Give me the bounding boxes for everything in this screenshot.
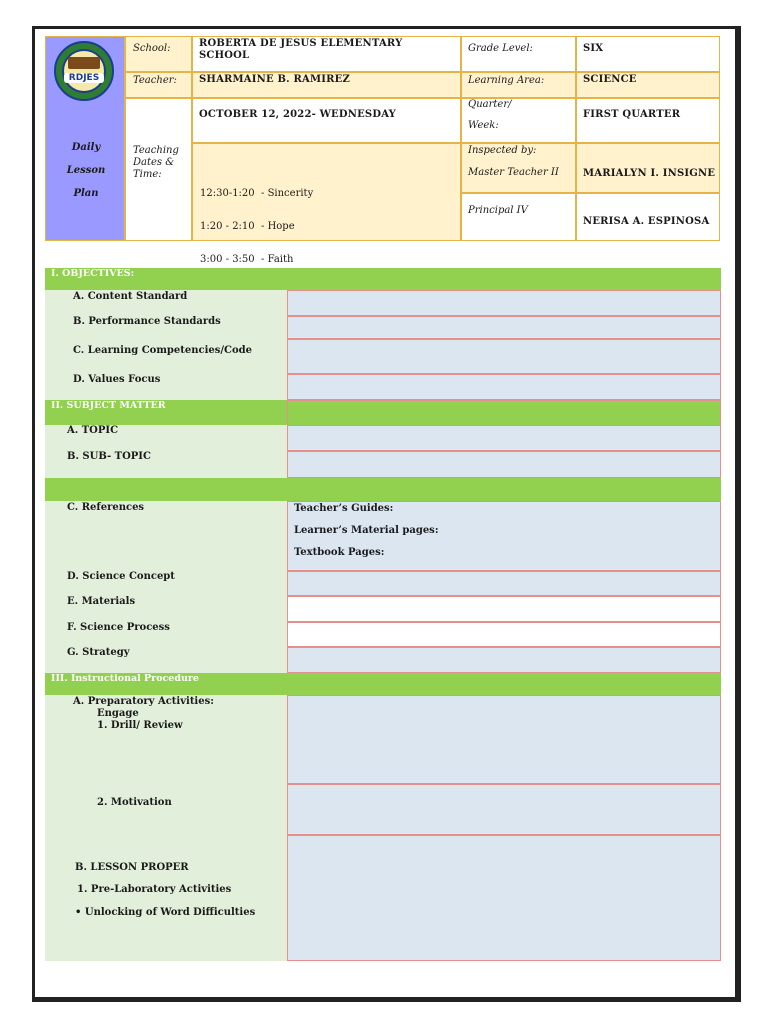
side-title-line: Lesson <box>66 165 106 176</box>
subject-matter-spacer-bar <box>45 478 721 501</box>
master-label: Master Teacher II <box>468 167 559 178</box>
area-value: SCIENCE <box>583 74 637 85</box>
content-standard-label: A. Content Standard <box>73 291 188 302</box>
teacher-value-cell <box>192 72 461 98</box>
school-value: ROBERTA DE JESUS ELEMENTARY SCHOOL <box>199 38 403 61</box>
references-field[interactable] <box>287 501 721 571</box>
pre-lab-label: 1. Pre-Laboratory Activities <box>77 884 232 895</box>
lesson-proper-label-cell <box>45 835 287 961</box>
quarter-label: Quarter/ <box>468 99 512 110</box>
sub-topic-label: B. SUB- TOPIC <box>67 451 151 462</box>
values-focus-label-cell <box>45 374 287 400</box>
quarter-value-cell <box>576 98 720 143</box>
values-focus-label: D. Values Focus <box>73 374 161 385</box>
strategy-field[interactable] <box>287 647 721 673</box>
science-process-label-cell <box>45 622 287 647</box>
science-concept-field[interactable] <box>287 571 721 596</box>
logo-text: RDJES <box>64 73 104 83</box>
inspected-label-cell <box>461 143 576 193</box>
instructional-title: III. Instructional Procedure <box>51 673 199 684</box>
grade-value-cell <box>576 36 720 72</box>
sub-topic-label-cell <box>45 451 287 478</box>
materials-field[interactable] <box>287 596 721 622</box>
subject-matter-title: II. SUBJECT MATTER <box>51 400 166 411</box>
science-process-field[interactable] <box>287 622 721 647</box>
schedule-cell <box>192 143 461 265</box>
topic-label-cell <box>45 425 287 451</box>
principal-label: Principal IV <box>468 205 528 216</box>
textbook-pages-label: Textbook Pages: <box>294 547 385 558</box>
quarter-value: FIRST QUARTER <box>583 109 681 120</box>
objectives-header <box>45 268 721 290</box>
school-logo <box>54 41 114 101</box>
instructional-header <box>45 673 721 695</box>
performance-standards-label: B. Performance Standards <box>73 316 221 327</box>
master-value: MARIALYN I. INSIGNE <box>583 168 716 179</box>
principal-label-cell <box>461 193 576 241</box>
schedule-item: 12:30-1:20 - Sincerity <box>200 188 314 199</box>
date-value: OCTOBER 12, 2022- WEDNESDAY <box>199 109 397 120</box>
references-label: C. References <box>67 502 145 513</box>
side-title-line: Plan <box>73 188 99 199</box>
preparatory-label: A. Preparatory Activities: <box>73 696 214 707</box>
area-label-cell <box>461 72 576 98</box>
learning-competencies-label: C. Learning Competencies/Code <box>73 345 253 356</box>
materials-label: E. Materials <box>67 596 136 607</box>
lesson-proper-label: B. LESSON PROPER <box>75 862 189 873</box>
grade-label: Grade Level: <box>468 43 533 54</box>
teacher-label-cell <box>125 72 192 98</box>
content-standard-field[interactable] <box>287 290 721 316</box>
area-label: Learning Area: <box>468 75 545 86</box>
performance-standards-field[interactable] <box>287 316 721 339</box>
teaching-label: Teaching Dates & Time: <box>133 145 179 180</box>
teacher-label: Teacher: <box>133 75 177 86</box>
date-value-cell <box>192 98 461 143</box>
lesson-proper-field[interactable] <box>287 835 721 961</box>
school-label: School: <box>133 43 171 54</box>
preparatory-field[interactable] <box>287 695 721 784</box>
quarter-label-cell <box>461 98 576 143</box>
teachers-guides-label: Teacher’s Guides: <box>294 503 394 514</box>
side-title <box>46 136 126 205</box>
references-label-cell <box>45 501 287 571</box>
principal-value-cell <box>576 193 720 241</box>
teaching-label-cell <box>125 98 192 241</box>
topic-label: A. TOPIC <box>67 425 119 436</box>
schedule-item: 1:20 - 2:10 - Hope <box>200 221 295 232</box>
school-value-cell <box>192 36 461 72</box>
learning-competencies-field[interactable] <box>287 339 721 374</box>
content-standard-label-cell <box>45 290 287 316</box>
subject-matter-divider <box>287 400 721 425</box>
science-concept-label: D. Science Concept <box>67 571 175 582</box>
sub-topic-field[interactable] <box>287 451 721 478</box>
inspected-label: Inspected by: <box>468 145 537 156</box>
unlocking-label: • Unlocking of Word Difficulties <box>75 907 256 918</box>
strategy-label-cell <box>45 647 287 673</box>
preparatory-label-cell <box>45 695 287 784</box>
drill-review-label: 1. Drill/ Review <box>97 720 183 731</box>
motivation-label: 2. Motivation <box>97 797 172 808</box>
week-label: Week: <box>468 120 499 131</box>
master-value-cell <box>576 143 720 193</box>
learning-competencies-label-cell <box>45 339 287 374</box>
grade-label-cell <box>461 36 576 72</box>
logo-column <box>45 36 125 241</box>
grade-value: SIX <box>583 43 604 54</box>
performance-standards-label-cell <box>45 316 287 339</box>
learners-material-label: Learner’s Material pages: <box>294 525 439 536</box>
strategy-label: G. Strategy <box>67 647 130 658</box>
school-label-cell <box>125 36 192 72</box>
objectives-title: I. OBJECTIVES: <box>51 268 135 279</box>
side-title-line: Daily <box>71 142 101 153</box>
motivation-label-cell <box>45 784 287 835</box>
engage-label: Engage <box>97 708 139 719</box>
motivation-field[interactable] <box>287 784 721 835</box>
teacher-value: SHARMAINE B. RAMIREZ <box>199 74 350 85</box>
principal-value: NERISA A. ESPINOSA <box>583 216 710 227</box>
materials-label-cell <box>45 596 287 622</box>
topic-field[interactable] <box>287 425 721 451</box>
area-value-cell <box>576 72 720 98</box>
schedule-item: 3:00 - 3:50 - Faith <box>200 254 294 265</box>
science-process-label: F. Science Process <box>67 622 170 633</box>
science-concept-label-cell <box>45 571 287 596</box>
values-focus-field[interactable] <box>287 374 721 400</box>
